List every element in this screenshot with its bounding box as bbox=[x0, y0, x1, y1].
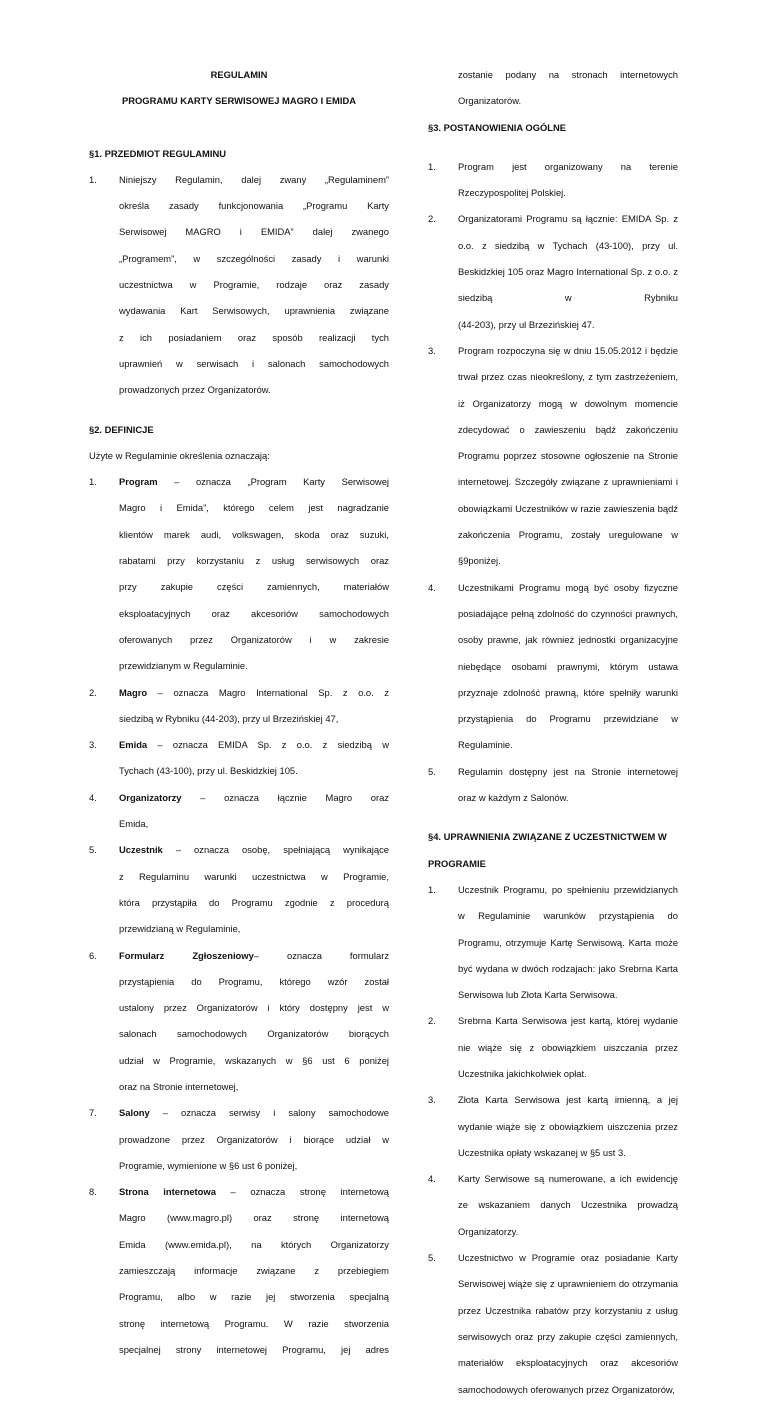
definition-text: – oznacza łącznie Magro oraz bbox=[181, 791, 389, 803]
numbered-item bbox=[428, 154, 678, 207]
definition-first-line bbox=[89, 680, 389, 706]
item-line: ze wskazaniem danych Uczestnika prowadzą bbox=[458, 1199, 678, 1211]
sec3-heading: §3. POSTANOWIENIA OGÓLNE bbox=[428, 121, 567, 133]
definition-num: 1. bbox=[89, 476, 97, 488]
sec1-heading: §1. PRZEDMIOT REGULAMINU bbox=[89, 147, 226, 159]
item-line: w Regulaminie warunków przystąpienia do bbox=[458, 910, 678, 922]
item-line: Serwisowej wiąże się z uprawnieniem do otrzymania bbox=[458, 1278, 678, 1290]
item-num: 3. bbox=[428, 344, 436, 356]
item-line: Serwisowa lub Złota Karta Serwisowa. bbox=[458, 989, 618, 1001]
item-text: Uczestnikami Programu mogą być osoby fizyczne bbox=[458, 581, 678, 593]
title-line-2: PROGRAMU KARTY SERWISOWEJ MAGRO I EMIDA bbox=[121, 95, 357, 107]
definition-line: Programie, wymienione w §6 ust 6 poniżej, bbox=[119, 1159, 298, 1171]
definition-line: Emida, bbox=[119, 818, 149, 830]
definition-text: – oznacza serwisy i salony samochodowe bbox=[149, 1107, 389, 1119]
numbered-item bbox=[428, 759, 678, 812]
sec1-line: uczestnictwa w Programie, rodzaje oraz zasady bbox=[119, 279, 389, 291]
sec1-line: określa zasady funkcjonowania „Programu Karty bbox=[119, 200, 389, 212]
definition-line: Magro i Emida”, którego celem jest nagradzanie bbox=[119, 502, 389, 514]
definition-line: eksploatacyjnych oraz akcesoriów samochodowych bbox=[119, 607, 389, 619]
item-line: Uczestnika jakichkolwiek opłat. bbox=[458, 1067, 587, 1079]
item-line: osoby prawne, jak również jednostki organizacyjne bbox=[458, 634, 678, 646]
item-line: przystąpienia do Programu przewidziane w bbox=[458, 713, 678, 725]
definition-text: – oznacza stronę internetową bbox=[215, 1186, 390, 1198]
definition-term: Salony bbox=[119, 1107, 150, 1119]
item-line: Programu, otrzymuje Kartę Serwisową. Karta może bbox=[458, 936, 678, 948]
item-num: 4. bbox=[428, 1173, 436, 1185]
item-line: niebędące osobami prawnymi, którym ustawa bbox=[458, 660, 678, 672]
item-line: posiadające pełną zdolność do czynności prawnych, bbox=[458, 607, 678, 619]
item-line: siedzibą w Rybniku bbox=[458, 292, 678, 304]
item-line: przez Uczestnika rabatów przy korzystaniu z usług bbox=[458, 1304, 678, 1316]
item-num: 4. bbox=[428, 581, 436, 593]
definition-term: Emida bbox=[119, 739, 148, 751]
item-line: serwisowych oraz przy zakupie części zamiennych, bbox=[458, 1330, 678, 1342]
definition-first-line bbox=[89, 469, 389, 495]
item-line: zakończenia Programu, zostały uregulowane w bbox=[458, 529, 678, 541]
definition-item bbox=[89, 1179, 389, 1363]
sec1-line: Serwisowej MAGRO i EMIDA” dalej zwanego bbox=[119, 226, 389, 238]
definition-num: 6. bbox=[89, 949, 97, 961]
definition-line: ustalony przez Organizatorów i który dostępny jest w bbox=[119, 1002, 389, 1014]
definition-line: która przystąpiła do Programu zgodnie z procedurą bbox=[119, 896, 389, 908]
general-provisions-list bbox=[428, 154, 678, 811]
definition-term: Program bbox=[119, 476, 158, 488]
definition-line: udział w Programie, wskazanych w §6 ust 6 poniżej bbox=[119, 1054, 389, 1066]
definition-line: przystąpienia do Programu, którego wzór został bbox=[119, 975, 389, 987]
definition-item bbox=[89, 680, 389, 733]
definition-line: siedzibą w Rybniku (44-203), przy ul Brzezińskiej 47, bbox=[119, 712, 339, 724]
numbered-item bbox=[428, 1245, 678, 1403]
item-line: zdecydować o zawieszeniu bądź zakończeniu bbox=[458, 423, 678, 435]
item-line bbox=[428, 1087, 678, 1113]
item-line: materiałów eksploatacyjnych oraz akcesoriów bbox=[458, 1357, 678, 1369]
definition-line: zamieszczają informacje związane z przebiegiem bbox=[119, 1265, 389, 1277]
numbered-item bbox=[428, 206, 678, 337]
item-line: Programu poprzez stosowne ogłoszenie na Stronie bbox=[458, 450, 678, 462]
definition-item bbox=[89, 943, 389, 1101]
sec1-line: uprawnień w serwisach i salonach samochodowych bbox=[119, 357, 389, 369]
item-line bbox=[428, 759, 678, 785]
item-line bbox=[428, 154, 678, 180]
item-text: Karty Serwisowe są numerowane, a ich ewidencję bbox=[458, 1173, 678, 1185]
definition-line: Emida (www.emida.pl), na których Organizatorzy bbox=[119, 1238, 389, 1250]
definition-item bbox=[89, 732, 389, 785]
sec1-line: z ich posiadaniem oraz sposób realizacji tych bbox=[119, 331, 389, 343]
item-line bbox=[428, 1008, 678, 1034]
definition-line: salonach samochodowych Organizatorów biorących bbox=[119, 1028, 389, 1040]
definition-first-line bbox=[89, 732, 389, 758]
sec2-heading: §2. DEFINICJE bbox=[89, 423, 154, 435]
definition-line: przewidzianą w Regulaminie, bbox=[119, 923, 241, 935]
item-line bbox=[428, 575, 678, 601]
definition-num: 2. bbox=[89, 686, 97, 698]
sec1-line: wydawania Kart Serwisowych, uprawnienia związane bbox=[119, 305, 389, 317]
item-line: internetowej. Szczegóły związane z uprawnieniami i bbox=[458, 476, 678, 488]
right-column bbox=[428, 62, 678, 1403]
definition-first-line bbox=[89, 1179, 389, 1205]
item-line: Organizatorzy. bbox=[458, 1225, 519, 1237]
sec1-item-1 bbox=[89, 167, 389, 404]
numbered-item bbox=[428, 575, 678, 759]
definition-line: oferowanych przez Organizatorów i w zakresie bbox=[119, 633, 389, 645]
item-line: §9poniżej. bbox=[458, 555, 501, 567]
definition-num: 7. bbox=[89, 1107, 97, 1119]
item-num: 1. bbox=[428, 883, 436, 895]
definition-item bbox=[89, 837, 389, 942]
definition-text: – oznacza osobę, spełniającą wynikające bbox=[162, 844, 389, 856]
definition-term: Formularz Zgłoszeniowy bbox=[119, 949, 254, 961]
item-num: 2. bbox=[428, 213, 436, 225]
sec1-line: prowadzonych przez Organizatorów. bbox=[119, 384, 271, 396]
definition-first-line bbox=[89, 1100, 389, 1126]
definition-line: oraz na Stronie internetowej, bbox=[119, 1080, 239, 1092]
definition-line: Programu, albo w razie jej stworzenia specjalną bbox=[119, 1291, 389, 1303]
sec1-num: 1. bbox=[89, 173, 97, 185]
rights-list bbox=[428, 877, 678, 1403]
item-text: Organizatorami Programu są łącznie: EMIDA Sp. z bbox=[458, 213, 678, 225]
definition-term: Uczestnik bbox=[119, 844, 163, 856]
item-line bbox=[428, 206, 678, 232]
definition-term: Magro bbox=[119, 686, 148, 698]
numbered-item bbox=[428, 1166, 678, 1245]
item-line: Beskidzkiej 105 oraz Magro International Sp. z o.o. z bbox=[458, 266, 678, 278]
item-line bbox=[428, 1166, 678, 1192]
item-text: Regulamin dostępny jest na Stronie internetowej bbox=[458, 765, 678, 777]
definition-line: specjalnej strony internetowej Programu, jej adres bbox=[119, 1343, 389, 1355]
definition-text: – oznacza „Program Karty Serwisowej bbox=[157, 476, 389, 488]
definition-first-line bbox=[89, 943, 389, 969]
numbered-item bbox=[428, 1087, 678, 1166]
definition-num: 5. bbox=[89, 844, 97, 856]
definition-item bbox=[89, 1100, 389, 1179]
left-column bbox=[89, 62, 389, 1363]
definition-line: prowadzone przez Organizatorów i biorące udział w bbox=[119, 1133, 389, 1145]
item-line: Rzeczypospolitej Polskiej. bbox=[458, 187, 566, 199]
right-cont-line: zostanie podany na stronach internetowych bbox=[458, 69, 678, 80]
definition-num: 4. bbox=[89, 791, 97, 803]
item-line: iż Organizatorzy mogą w dowolnym momencie bbox=[458, 397, 678, 409]
definition-first-line bbox=[89, 785, 389, 811]
item-text: Program rozpoczyna się w dniu 15.05.2012 i będzie bbox=[458, 344, 678, 356]
definition-line: Tychach (43-100), przy ul. Beskidzkiej 105. bbox=[119, 765, 298, 777]
item-num: 2. bbox=[428, 1015, 436, 1027]
item-text: Uczestnictwo w Programie oraz posiadanie Karty bbox=[458, 1252, 678, 1264]
definitions-list bbox=[89, 469, 389, 1363]
item-line: oraz w każdym z Salonów. bbox=[458, 792, 569, 804]
definition-num: 3. bbox=[89, 739, 97, 751]
definition-line: przy zakupie części zamiennych, materiałów bbox=[119, 581, 389, 593]
definition-text: – oznacza Magro International Sp. z o.o. z bbox=[147, 686, 389, 698]
definition-line: klientów marek audi, volkswagen, skoda oraz suzuki, bbox=[119, 528, 389, 540]
right-cont-line: Organizatorów. bbox=[458, 95, 522, 107]
item-line: Uczestnika opłaty wskazanej w §5 ust 3. bbox=[458, 1146, 626, 1158]
item-num: 5. bbox=[428, 765, 436, 777]
item-text: Srebrna Karta Serwisowa jest kartą, której wydanie bbox=[458, 1015, 678, 1027]
definition-line: rabatami przy korzystaniu z usług serwisowych oraz bbox=[119, 555, 389, 567]
item-line: Regulaminie. bbox=[458, 739, 513, 751]
numbered-item bbox=[428, 877, 678, 1008]
item-line bbox=[428, 877, 678, 903]
item-line: obowiązkami Uczestników w razie zawieszenia bądź bbox=[458, 502, 678, 514]
item-line bbox=[428, 338, 678, 364]
numbered-item bbox=[428, 338, 678, 575]
item-line: być wydana w dwóch rodzajach: jako Srebrna Karta bbox=[458, 962, 678, 974]
definition-term: Organizatorzy bbox=[119, 791, 182, 803]
item-line: nie wiąże się z obowiązkiem uiszczania przez bbox=[458, 1041, 678, 1053]
item-text: Uczestnik Programu, po spełnieniu przewidzianych bbox=[458, 883, 678, 895]
item-num: 3. bbox=[428, 1094, 436, 1106]
definition-line: przewidzianym w Regulaminie. bbox=[119, 660, 248, 672]
item-line: (44-203), przy ul Brzezińskiej 47. bbox=[458, 318, 595, 330]
title-line-1: REGULAMIN bbox=[210, 69, 268, 80]
definition-text: – oznacza EMIDA Sp. z o.o. z siedzibą w bbox=[147, 739, 389, 751]
definition-line: stronę internetową Programu. W razie stworzenia bbox=[119, 1317, 389, 1329]
sec1-line: „Programem”, w szczególności zasady i warunki bbox=[119, 252, 389, 264]
definition-item bbox=[89, 785, 389, 838]
item-line: samochodowych oferowanych przez Organizatorów, bbox=[458, 1383, 675, 1395]
numbered-item bbox=[428, 1008, 678, 1087]
item-num: 1. bbox=[428, 160, 436, 172]
definition-line: z Regulaminu warunki uczestnictwa w Programie, bbox=[119, 870, 389, 882]
item-line bbox=[428, 1245, 678, 1271]
item-num: 5. bbox=[428, 1252, 436, 1264]
item-line: trwał przez czas nieokreślony, z tym zastrzeżeniem, bbox=[458, 371, 678, 383]
definition-first-line bbox=[89, 837, 389, 863]
definition-text: – oznacza formularz bbox=[253, 949, 390, 961]
item-text: Złota Karta Serwisowa jest kartą imienną, a jej bbox=[458, 1094, 678, 1106]
item-line: przyznaje zdolność prawną, które spełniły warunki bbox=[458, 686, 678, 698]
item-text: Program jest organizowany na terenie bbox=[458, 160, 678, 172]
sec4-heading-line-1: §4. UPRAWNIENIA ZWIĄZANE Z UCZESTNICTWEM W bbox=[428, 831, 667, 843]
definition-item bbox=[89, 469, 389, 679]
definition-num: 8. bbox=[89, 1186, 97, 1198]
sec2-intro: Użyte w Regulaminie określenia oznaczają: bbox=[89, 449, 270, 461]
item-line: o.o. z siedzibą w Tychach (43-100), przy ul. bbox=[458, 239, 678, 251]
sec4-heading-line-2: PROGRAMIE bbox=[428, 857, 486, 869]
item-line: wydanie wiąże się z obowiązkiem uiszczenia przez bbox=[458, 1120, 678, 1132]
sec1-line: Niniejszy Regulamin, dalej zwany „Regulaminem” bbox=[119, 173, 389, 185]
definition-term: Strona internetowa bbox=[119, 1186, 216, 1198]
definition-line: Magro (www.magro.pl) oraz stronę internetową bbox=[119, 1212, 389, 1224]
